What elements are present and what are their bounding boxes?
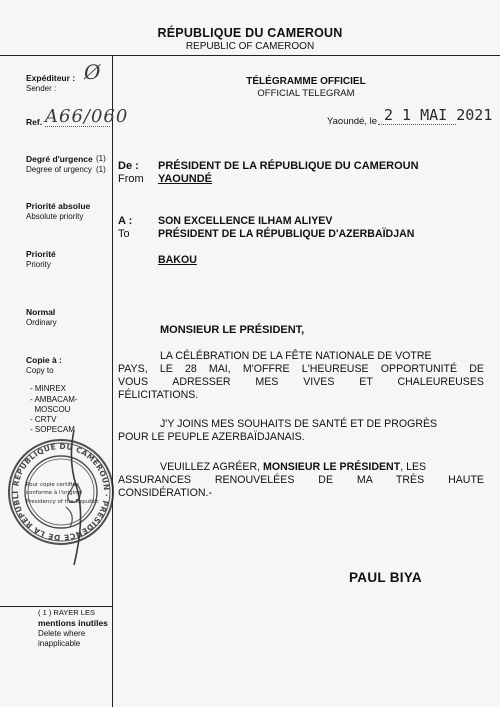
normal-label: Normal bbox=[26, 307, 56, 317]
footnote-line: inapplicable bbox=[38, 639, 81, 648]
copy-recipient: - CRTV bbox=[30, 415, 57, 424]
header-divider bbox=[0, 55, 500, 56]
copy-to-label-fr: Copie à : bbox=[26, 355, 62, 365]
ref-handwritten: A66/060 bbox=[45, 106, 129, 127]
closing-text: , LES bbox=[400, 461, 427, 473]
paragraph-line: POUR LE PEUPLE AZERBAÏDJANAIS. bbox=[118, 431, 305, 443]
country-title-en: REPUBLIC OF CAMEROON bbox=[185, 41, 315, 52]
copy-recipient: MOSCOU bbox=[30, 405, 71, 414]
footnote-line: Delete where bbox=[38, 629, 86, 638]
copy-recipient: - SOPECAM bbox=[30, 425, 75, 434]
copy-to-label-en: Copy to bbox=[26, 366, 54, 375]
signature-name: PAUL BIYA bbox=[349, 570, 422, 585]
urgency-note-2: (1) bbox=[96, 165, 106, 174]
paragraph-line bbox=[160, 461, 484, 474]
date-dotted-line bbox=[378, 124, 456, 125]
to-city: BAKOU bbox=[158, 254, 197, 266]
stamp-inner-text: Pour copie certifiée bbox=[26, 482, 80, 488]
paragraph-line: VOUS ADRESSER MES VIVES ET CHALEUREUSES bbox=[118, 376, 484, 388]
priority-label-fr: Priorité bbox=[26, 249, 56, 259]
urgency-note-1: (1) bbox=[96, 154, 106, 163]
paragraph-line: ASSURANCES RENOUVELÉES DE MA TRÈS HAUTE bbox=[118, 474, 484, 486]
priority-label-en: Priority bbox=[26, 260, 51, 269]
telegram-title-en: OFFICIAL TELEGRAM bbox=[257, 88, 355, 99]
to-label-fr: A : bbox=[118, 215, 133, 227]
closing-addressee: MONSIEUR LE PRÉSIDENT bbox=[263, 461, 401, 473]
footnote-line: mentions inutiles bbox=[38, 618, 108, 628]
expediteur-handwritten: Ø bbox=[84, 60, 101, 84]
stamp-ring-text: REPUBLIQUE DU CAMEROUN · PRESIDENCE DE LA REPUBLI bbox=[10, 441, 112, 543]
from-city: YAOUNDÉ bbox=[158, 173, 212, 185]
copy-recipient: - AMBACAM- bbox=[30, 395, 78, 404]
salutation: MONSIEUR LE PRÉSIDENT, bbox=[160, 324, 305, 336]
absolute-priority-label-en: Absolute priority bbox=[26, 212, 84, 221]
date-prefix: Yaoundé, le bbox=[327, 116, 378, 127]
to-line: PRÉSIDENT DE LA RÉPUBLIQUE D'AZERBAÏDJAN bbox=[158, 228, 415, 240]
paragraph-line: PAYS, LE 28 MAI, M'OFFRE L'HEUREUSE OPPORTUNITÉ DE bbox=[118, 363, 484, 375]
paragraph-line: FÉLICITATIONS. bbox=[118, 389, 199, 401]
footnote-line: ( 1 ) RAYER LES bbox=[38, 608, 95, 617]
presidency-seal-stamp bbox=[6, 437, 116, 547]
closing-text: VEUILLEZ AGRÉER, bbox=[160, 461, 264, 473]
handwritten-signature-stroke bbox=[62, 428, 92, 573]
to-label-en: To bbox=[118, 228, 130, 240]
urgency-label-en: Degree of urgency bbox=[26, 165, 92, 174]
absolute-priority-label-fr: Priorité absolue bbox=[26, 201, 91, 211]
paragraph-line: J'Y JOINS MES SOUHAITS DE SANTÉ ET DE PROGRÈS bbox=[160, 418, 438, 430]
ref-dotted-line bbox=[45, 126, 110, 127]
copy-recipient: - MINREX bbox=[30, 384, 66, 393]
from-label-fr: De : bbox=[118, 160, 139, 172]
to-line: SON EXCELLENCE ILHAM ALIYEV bbox=[158, 215, 333, 227]
date-stamp: 2 1 MAI 2021 bbox=[384, 106, 493, 124]
expediteur-label: Expéditeur : bbox=[26, 73, 76, 83]
sidebar-divider bbox=[112, 55, 113, 707]
paragraph-line: LA CÉLÉBRATION DE LA FÊTE NATIONALE DE VOTRE bbox=[160, 350, 432, 362]
stamp-inner-text: Presidency of the Republic bbox=[26, 499, 99, 505]
ordinary-label: Ordinary bbox=[26, 318, 57, 327]
paragraph-line: CONSIDÉRATION.- bbox=[118, 487, 212, 499]
urgency-label-fr: Degré d'urgence bbox=[26, 154, 93, 164]
sender-label: Sender : bbox=[26, 84, 57, 93]
country-title-fr: RÉPUBLIQUE DU CAMEROUN bbox=[157, 26, 343, 40]
stamp-inner-text: conforme à l'original bbox=[26, 490, 83, 496]
telegram-title-fr: TÉLÉGRAMME OFFICIEL bbox=[246, 76, 366, 87]
footnote-divider bbox=[0, 606, 112, 607]
ref-label: Ref. bbox=[26, 117, 43, 127]
from-label-en: From bbox=[118, 173, 144, 185]
from-line: PRÉSIDENT DE LA RÉPUBLIQUE DU CAMEROUN bbox=[158, 160, 419, 172]
